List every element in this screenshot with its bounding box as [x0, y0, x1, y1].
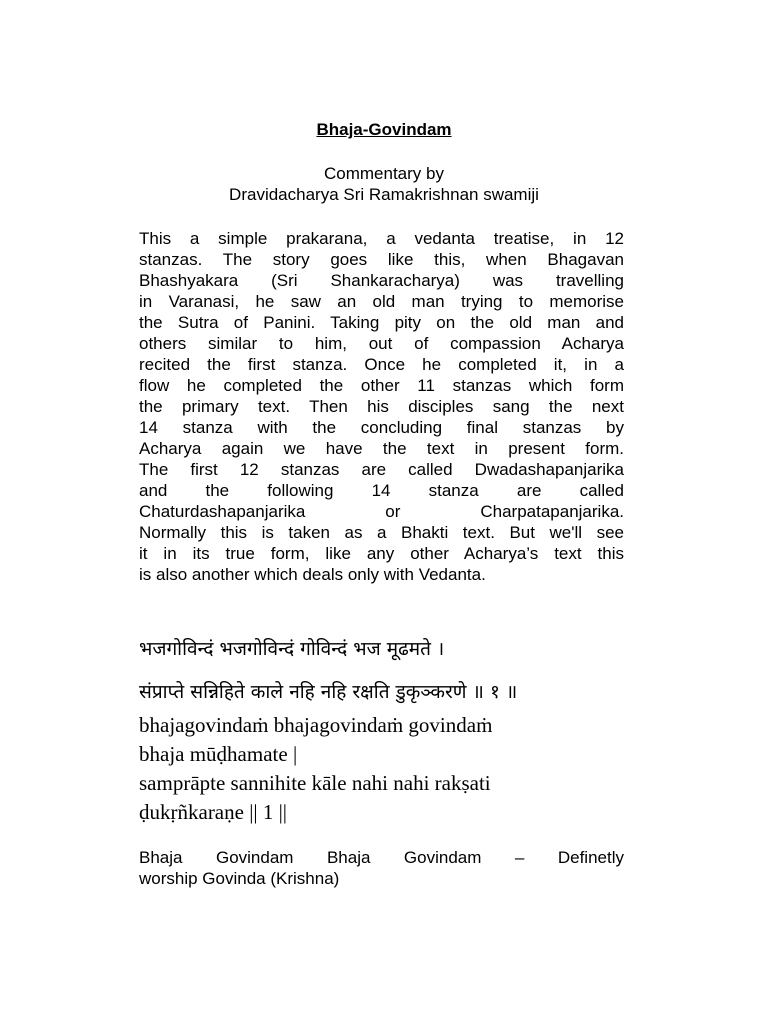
intro-line: Normally this is taken as a Bhakti text. But we'll see	[139, 523, 624, 542]
translit-line: bhaja mūḍhamate |	[139, 742, 298, 766]
intro-line: the Sutra of Panini. Taking pity on the old man and	[139, 313, 624, 332]
meaning-line-1: Bhaja Govindam Bhaja Govindam – Definetly	[139, 848, 624, 867]
intro-line: and the following 14 stanza are called	[139, 481, 624, 500]
intro-line: stanzas. The story goes like this, when Bhagavan	[139, 250, 624, 269]
intro-line: The first 12 stanzas are called Dwadashapanjarika	[139, 460, 624, 479]
intro-line: others similar to him, out of compassion Acharya	[139, 334, 624, 353]
page-title: Bhaja-Govindam	[316, 120, 452, 139]
intro-paragraph	[139, 228, 624, 585]
intro-line: recited the first stanza. Once he completed it, in a	[139, 355, 624, 374]
intro-line: Bhashyakara (Sri Shankaracharya) was travelling	[139, 271, 624, 290]
subtitle-line-2: Dravidacharya Sri Ramakrishnan swamiji	[229, 185, 539, 204]
meaning-line-2: worship Govinda (Krishna)	[139, 869, 340, 888]
intro-line: in Varanasi, he saw an old man trying to memorise	[139, 292, 624, 311]
intro-line: is also another which deals only with Vedanta.	[139, 565, 486, 584]
verse-meaning	[139, 847, 624, 889]
intro-line: Acharya again we have the text in present form.	[139, 439, 624, 458]
intro-line: Chaturdashapanjarika or Charpatapanjarika.	[139, 502, 624, 521]
intro-line: 14 stanza with the concluding final stanzas by	[139, 418, 624, 437]
intro-line: flow he completed the other 11 stanzas which form	[139, 376, 624, 395]
verse-devanagari-line-1: भजगोविन्दं भजगोविन्दं गोविन्दं भज मूढमते ।	[139, 638, 445, 660]
intro-line: it in its true form, like any other Acharya’s text this	[139, 544, 624, 563]
translit-line: bhajagovindaṁ bhajagovindaṁ govindaṁ	[139, 713, 493, 737]
translit-line: ḍukṛñkaraṇe || 1 ||	[139, 800, 288, 824]
subtitle-line-1: Commentary by	[324, 164, 444, 183]
subtitle	[0, 163, 768, 205]
verse-transliteration	[139, 711, 679, 827]
intro-line: the primary text. Then his disciples sang the next	[139, 397, 624, 416]
intro-line: This a simple prakarana, a vedanta treatise, in 12	[139, 229, 624, 248]
verse-devanagari-line-2: संप्राप्ते सन्निहिते काले नहि नहि रक्षति डुकृञ्करणे ॥ १ ॥	[139, 681, 518, 703]
translit-line: samprāpte sannihite kāle nahi nahi rakṣati	[139, 771, 491, 795]
